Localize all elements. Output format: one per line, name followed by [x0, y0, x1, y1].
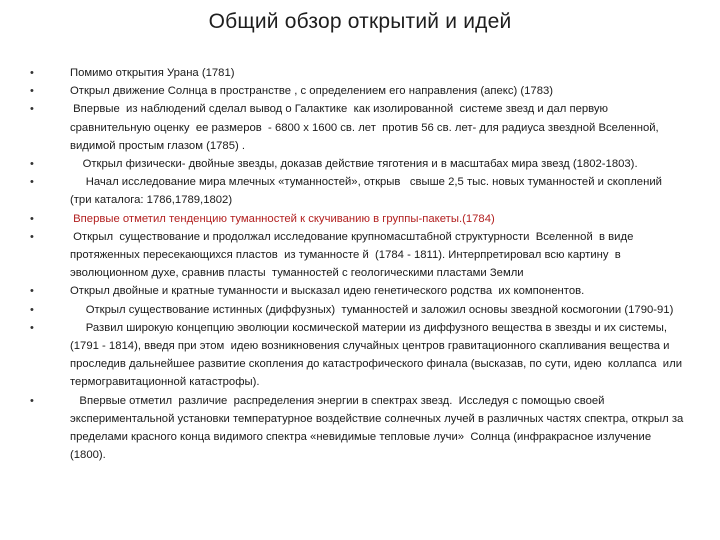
bullet-item [30, 228, 686, 283]
bullet-item [30, 301, 686, 319]
bullet-text: Развил широкую концепцию эволюции космической материи из диффузного вещества в звезды и их системы, (1791 - 1814), введя при этом идею возникновения случайных центров гравитационного скапливания вещества и проследив дальнейшее развитие скопления до катастрофического финала (высказав, по сути, идею коллапса или термогравитационной катастрофы). [70, 321, 689, 389]
bullet-text: Начал исследование мира млечных «туманностей», открыв свыше 2,5 тыс. новых туманностей и скоплений (три каталога: 1786,1789,1802) [70, 176, 666, 207]
bullet-item [30, 155, 686, 173]
bullet-text: Впервые отметил различие распределения энергии в спектрах звезд. Исследуя с помощью своей экспериментальной установки температурное воздействие солнечных лучей в различных частях спектра, открыл за пределами красного конца видимого спектра «невидимые тепловые лучи» Солнца (инфракрасное излучение (1800). [70, 394, 687, 462]
bullet-text-highlight: Впервые отметил тенденцию туманностей к скучиванию в группы-пакеты.(1784) [70, 212, 495, 225]
bullet-item [30, 64, 686, 82]
bullet-item [30, 82, 686, 100]
bullet-item [30, 282, 686, 300]
bullet-text: Открыл существование истинных (диффузных) туманностей и заложил основы звездной космогонии (1790-91) [70, 303, 674, 316]
bullet-text: Помимо открытия Урана (1781) [70, 67, 235, 79]
bullet-text: Открыл двойные и кратные туманности и высказал идею генетического родства их компонентов. [70, 285, 585, 298]
bullet-item [30, 210, 686, 228]
bullet-item [30, 319, 689, 392]
bullet-list [30, 64, 689, 464]
slide-title: Общий обзор открытий и идей [208, 10, 512, 33]
bullet-item [30, 100, 686, 155]
bullet-item [30, 173, 686, 209]
bullet-text: Впервые из наблюдений сделал вывод о Галактике как изолированной системе звезд и дал первую сравнительную оценку ее размеров - 6800 х 1600 св. лет против 56 св. лет- для радиуса звездной Вселенной, видимой простым глазом (1785) . [70, 103, 662, 152]
bullet-text: Открыл существование и продолжал исследование крупномасштабной структурности Вселенной в виде протяженных пересекающихся пластов из туманносте й (1784 - 1811). Интерпретировал всю картину в эволюционном духе, сравнив пласты туманностей с геологическими пластами Земли [70, 230, 637, 280]
bullet-text: Открыл движение Солнца в пространстве , с определением его направления (апекс) (1783) [70, 85, 554, 98]
bullet-text: Открыл физически- двойные звезды, доказав действие тяготения и в масштабах мира звезд (1802-1803). [70, 158, 638, 171]
bullet-item [30, 392, 686, 465]
